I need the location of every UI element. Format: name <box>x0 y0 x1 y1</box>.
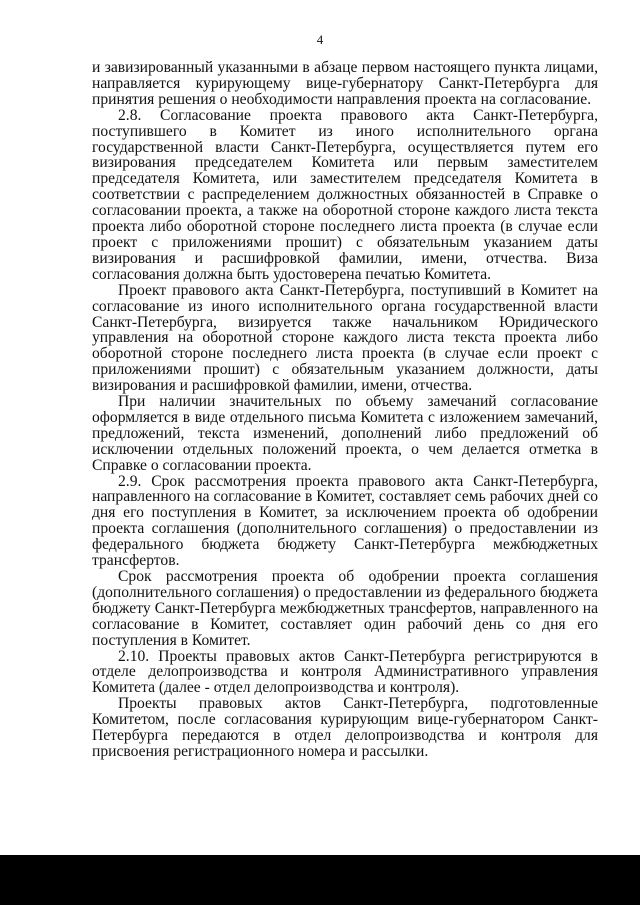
paragraph-2-8: 2.8. Согласование проекта правового акта Санкт-Петербурга, поступившего в Комитет из иного исполнительного органа государственной власти Санкт-Петербурга, осуществляется путем его визирования председателем Комитета или первым заместителем председателя Комитета, или заместителем председателя Комитета в соответствии с распределением должностных обязанностей в Справке о согласовании проекта, а также на оборотной стороне каждого листа текста проекта либо оборотной стороне последнего листа проекта (в случае если проект с приложениями прошит) с обязательным указанием даты визирования и расшифровкой фамилии, имени, отчества. Виза согласования должна быть удостоверена печатью Комитета. <box>92 106 598 283</box>
paragraph-2-9-term: Срок рассмотрения проекта об одобрении проекта соглашения (дополнительного соглашения) о предоставлении из федерального бюджета бюджету Санкт-Петербурга межбюджетных трансфертов, направленного на согласование в Комитет, составляет один рабочий день со дня его поступления в Комитет. <box>92 568 598 649</box>
paragraph-2-10-registration: Проекты правовых актов Санкт-Петербурга, подготовленные Комитетом, после согласования курирующим вице-губернатором Санкт-Петербурга передаются в отдел делопроизводства и контроля для присвоения регистрационного номера и рассылки. <box>92 695 598 760</box>
document-body <box>92 60 598 760</box>
paragraph-2-8-remarks: При наличии значительных по объему замечаний согласование оформляется в виде отдельного письма Комитета с изложением замечаний, предложений, текста изменений, дополнений либо предложений об исключении отдельных положений проекта, о чем делается отметка в Справке о согласовании проекта. <box>92 393 598 474</box>
scan-bottom-edge <box>0 855 640 905</box>
paragraph-2-8-visa: Проект правового акта Санкт-Петербурга, поступивший в Комитет на согласование из иного исполнительного органа государственной власти Санкт-Петербурга, визируется также начальником Юридического управления на оборотной стороне каждого листа текста проекта либо оборотной стороне последнего листа проекта (в случае если проект с приложениями прошит) с обязательным указанием должности, даты визирования и расшифровкой фамилии, имени, отчества. <box>92 281 598 395</box>
paragraph-2-10: 2.10. Проекты правовых актов Санкт-Петербурга регистрируются в отделе делопроизводства и контроля Административного управления Комитета (далее - отдел делопроизводства и контроля). <box>92 647 598 697</box>
paragraph-2-9: 2.9. Срок рассмотрения проекта правового акта Санкт-Петербурга, направленного на согласование в Комитет, составляет семь рабочих дней со дня его поступления в Комитет, за исключением проекта об одобрении проекта соглашения (дополнительного соглашения) о предоставлении из федерального бюджета бюджету Санкт-Петербурга межбюджетных трансфертов. <box>92 472 598 570</box>
page-number: 4 <box>316 32 324 47</box>
paragraph-continuation: и завизированный указанными в абзаце первом настоящего пункта лицами, направляется курирующему вице-губернатору Санкт-Петербурга для принятия решения о необходимости направления проекта на согласование. <box>92 59 598 108</box>
